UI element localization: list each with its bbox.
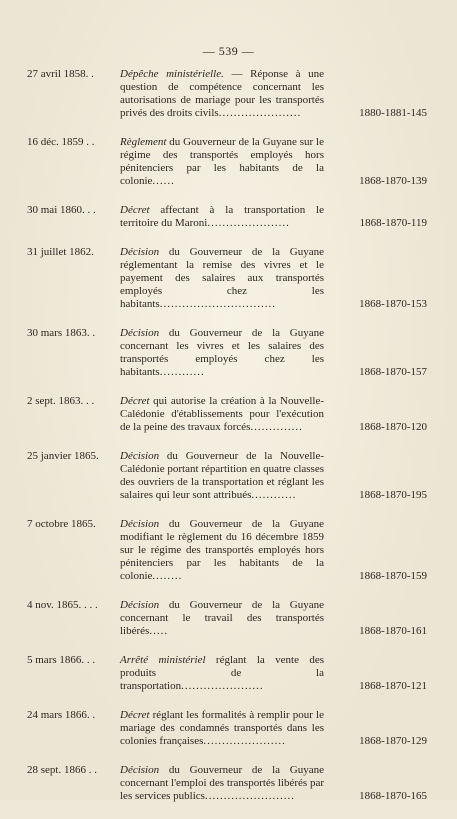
entry-reference: 1868-1870-129	[359, 735, 427, 747]
entry-body	[120, 518, 427, 583]
entry-doc-type: Règlement	[120, 136, 167, 148]
entry-text: qui autorise la création à la Nouvelle-Calédonie d'établissements pour l'exécution de la peine des travaux forcés	[120, 395, 324, 433]
entry-reference: 1868-1870-139	[359, 175, 427, 187]
entry-text: affectant à la transportation le territoire du Maroni	[120, 204, 324, 229]
entry-date: 31 juillet 1862.	[27, 246, 94, 258]
entry-leaders: ......................	[207, 217, 290, 229]
entry-reference: 1868-1870-161	[359, 625, 427, 637]
entry-description	[120, 709, 324, 748]
entry-text: réglant la vente des produits de la transportation	[120, 654, 324, 692]
entry-body	[120, 327, 427, 379]
entry-body	[120, 395, 427, 434]
entry-text: du Gouverneur de la Guyane concernant les vivres et les salaires des transportés employés chez les habitants	[120, 327, 324, 378]
entry-description	[120, 599, 324, 638]
entry-leaders: .....	[149, 625, 169, 637]
entry-reference: 1868-1870-120	[359, 421, 427, 433]
entry-description	[120, 327, 324, 379]
entry-doc-type: Décision	[120, 518, 160, 530]
entry	[27, 204, 427, 230]
entry-leaders: ......................	[181, 680, 264, 692]
entry-leaders: ........	[152, 570, 183, 582]
entry-body	[120, 654, 427, 693]
entry-doc-type: Décision	[120, 599, 160, 611]
entry	[27, 246, 427, 311]
entry	[27, 68, 427, 120]
entry	[27, 654, 427, 693]
entry-date: 2 sept. 1863. . .	[27, 395, 95, 407]
entry-description	[120, 136, 324, 188]
entry-doc-type: Décision	[120, 450, 160, 462]
entry-doc-type: Décision	[120, 764, 160, 776]
entry-body	[120, 246, 427, 311]
entry-date: 16 déc. 1859 . .	[27, 136, 95, 148]
entry-leaders: ......................	[218, 107, 302, 119]
entry-body	[120, 68, 427, 120]
entry-date: 30 mars 1863. .	[27, 327, 96, 339]
entries-list	[27, 68, 427, 819]
page-number: — 539 —	[202, 44, 255, 58]
entry	[27, 599, 427, 638]
entry-reference: 1868-1870-159	[359, 570, 427, 582]
entry-doc-type: Arrêté ministériel	[120, 654, 206, 666]
entry-doc-type: Décret	[120, 709, 150, 721]
entry-doc-type: Dépêche ministérielle.	[120, 68, 224, 80]
entry-date: 25 janvier 1865.	[27, 450, 99, 462]
entry-body	[120, 450, 427, 502]
entry-text: du Gouverneur de la Guyane concernant l'emploi des transportés libérés par les services publics	[120, 764, 324, 802]
entry-date: 27 avril 1858. .	[27, 68, 94, 80]
entry-doc-type: Décret	[120, 395, 150, 407]
entry-date: 7 octobre 1865.	[27, 518, 96, 530]
entry-body	[120, 136, 427, 188]
entry-description	[120, 518, 324, 583]
entry-date: 24 mars 1866. .	[27, 709, 96, 721]
entry-description	[120, 654, 324, 693]
entry	[27, 450, 427, 502]
entry-leaders: ............	[159, 366, 205, 378]
entry	[27, 764, 427, 803]
entry-reference: 1868-1870-153	[359, 298, 427, 310]
entry-leaders: ............	[251, 489, 297, 501]
entry-reference: 1880-1881-145	[359, 107, 427, 119]
entry-reference: 1868-1870-157	[359, 366, 427, 378]
entry-description	[120, 764, 324, 803]
entry-leaders: ........................	[204, 790, 295, 802]
entry	[27, 709, 427, 748]
entry-text: du Gouverneur de la Guyane concernant le travail des transportés libérés	[120, 599, 324, 637]
entry	[27, 327, 427, 379]
entry-description	[120, 395, 324, 434]
entry	[27, 518, 427, 583]
entry-reference: 1868-1870-195	[359, 489, 427, 501]
entry-description	[120, 204, 324, 230]
entry-reference: 1868-1870-121	[359, 680, 427, 692]
entry-leaders: ...............................	[159, 298, 276, 310]
entry-text: réglant les formalités à remplir pour le mariage des condamnés transportés dans les colonies françaises	[120, 709, 324, 747]
entry-leaders: ..............	[250, 421, 303, 433]
entry-body	[120, 599, 427, 638]
entry-reference: 1868-1870-119	[359, 217, 427, 229]
entry-date: 5 mars 1866. . .	[27, 654, 96, 666]
entry-body	[120, 709, 427, 748]
entry-doc-type: Décret	[120, 204, 150, 216]
entry-leaders: ......	[152, 175, 175, 187]
entry-doc-type: Décision	[120, 327, 160, 339]
entry-leaders: ......................	[203, 735, 286, 747]
entry-text: du Gouverneur de la Nouvelle-Calédonie portant répartition en quatre classes des ouvriers de la transportation et réglant les salaires qui leur sont attribués	[120, 450, 324, 501]
entry-doc-type: Décision	[120, 246, 160, 258]
entry-text: du Gouverneur de la Guyane modifiant le règlement du 16 décembre 1859 sur le régime des transportés employés hors pénitenciers par les habitants de la colonie	[120, 518, 324, 582]
entry-body	[120, 764, 427, 803]
entry-text: du Gouverneur de la Guyane sur le régime des transportés employés hors pénitenciers par les habitants de la colonie	[120, 136, 324, 187]
entry-description	[120, 450, 324, 502]
entry-date: 30 mai 1860. . .	[27, 204, 96, 216]
entry-date: 28 sept. 1866 . .	[27, 764, 97, 776]
entry	[27, 136, 427, 188]
entry-text: — Réponse à une question de compétence concernant les autorisations de mariage pour les transportés privés des droits civils	[120, 68, 324, 119]
entry-text: du Gouverneur de la Guyane réglementant la remise des vivres et le payement des salaires aux transportés employés chez les habitants	[120, 246, 324, 310]
entry	[27, 395, 427, 434]
entry-reference: 1868-1870-165	[359, 790, 427, 802]
entry-description	[120, 68, 324, 120]
entry-date: 4 nov. 1865. . . .	[27, 599, 98, 611]
entry-body	[120, 204, 427, 230]
entry-description	[120, 246, 324, 311]
